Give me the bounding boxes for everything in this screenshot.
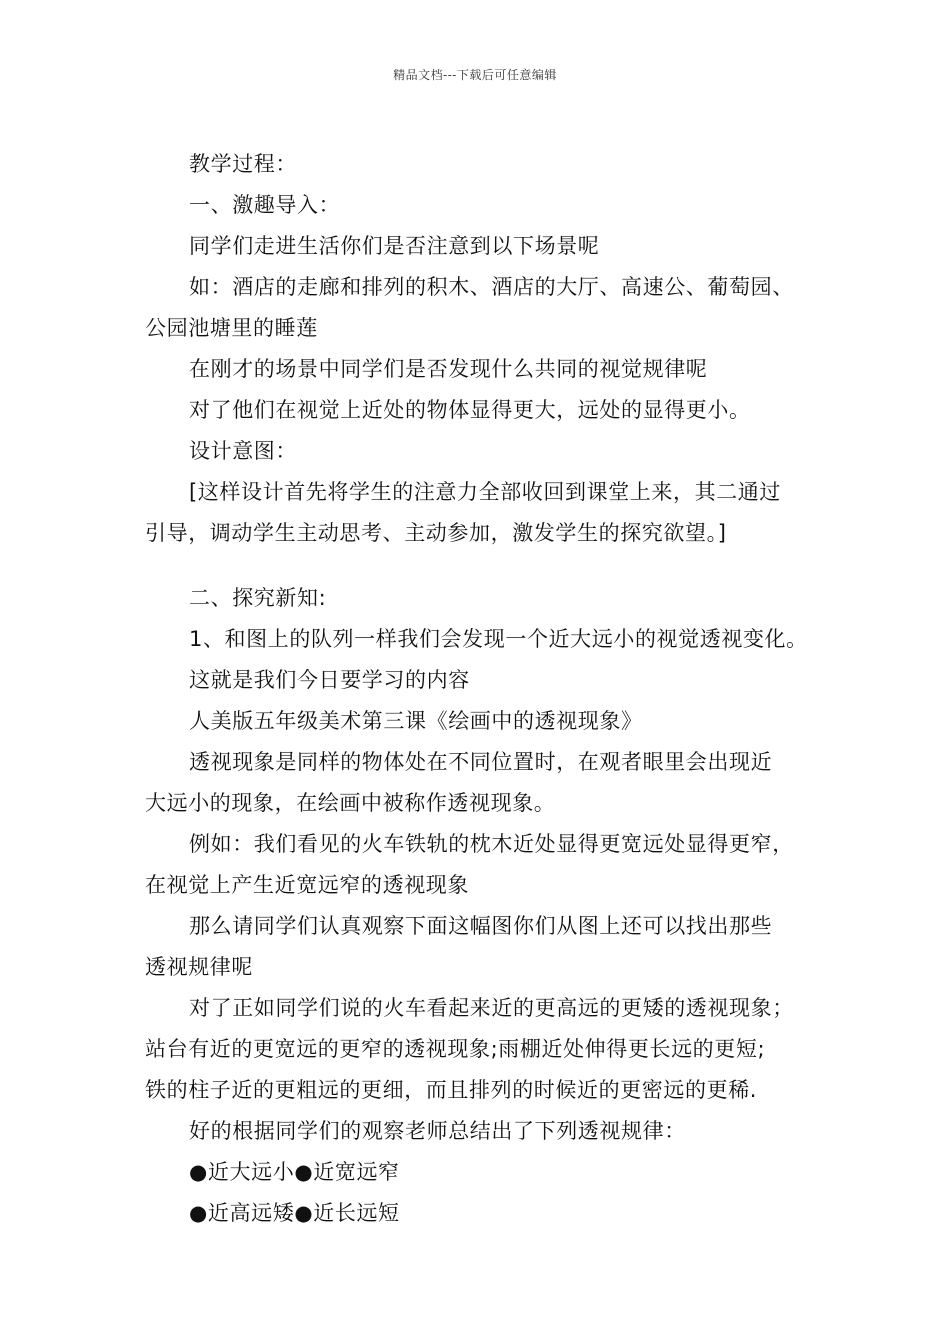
bullet-rules-line: ●近高远矮●近长远短 (189, 1201, 400, 1225)
document-body (145, 144, 825, 1234)
paragraph-line: 对了他们在视觉上近处的物体显得更大，远处的显得更小。 (189, 398, 751, 422)
paragraph-line: 透视规律呢 (145, 955, 253, 979)
paragraph-line: 铁的柱子近的更粗远的更细，而且排列的时候近的更密远的更稀. (145, 1078, 758, 1102)
section-heading-intro: 一、激趣导入： (189, 193, 341, 217)
paragraph-line: 大远小的现象，在绘画中被称作透视现象。 (145, 791, 556, 815)
paragraph-line: 如：酒店的走廊和排列的积木、酒店的大厅、高速公、葡萄园、 (189, 275, 794, 299)
paragraph-line: 好的根据同学们的观察老师总结出了下列透视规律： (189, 1119, 686, 1143)
paragraph-line: 1、和图上的队列一样我们会发现一个近大远小的视觉透视变化。 (189, 627, 808, 651)
page-header: 精品文档---下载后可任意编辑 (393, 68, 557, 82)
section-gap (145, 554, 825, 578)
paragraph-line: 对了正如同学们说的火车看起来近的更高远的更矮的透视现象； (189, 996, 794, 1020)
paragraph-line: 引导，调动学生主动思考、主动参加，激发学生的探究欲望。] (145, 521, 727, 545)
section-heading-explore: 二、探究新知: (189, 586, 327, 610)
paragraph-line: 公园池塘里的睡莲 (145, 316, 318, 340)
paragraph-line: 在视觉上产生近宽远窄的透视现象 (145, 873, 469, 897)
paragraph-line: 站台有近的更宽远的更窄的透视现象;雨棚近处伸得更长远的更短; (145, 1037, 766, 1061)
paragraph-line: 同学们走进生活你们是否注意到以下场景呢 (189, 234, 600, 258)
paragraph-line: 例如：我们看见的火车铁轨的枕木近处显得更宽远处显得更窄， (189, 832, 794, 856)
heading-teaching-process: 教学过程： (189, 152, 297, 176)
lesson-title-line: 人美版五年级美术第三课《绘画中的透视现象》 (189, 709, 643, 733)
paragraph-line: 透视现象是同样的物体处在不同位置时，在观者眼里会出现近 (189, 750, 773, 774)
paragraph-line: 那么请同学们认真观察下面这幅图你们从图上还可以找出那些 (189, 914, 773, 938)
heading-design-intent: 设计意图： (189, 439, 297, 463)
paragraph-line: 这就是我们今日要学习的内容 (189, 668, 470, 692)
bullet-rules-line: ●近大远小●近宽远窄 (189, 1160, 400, 1184)
paragraph-line: [这样设计首先将学生的注意力全部收回到课堂上来，其二通过 (189, 480, 781, 504)
paragraph-line: 在刚才的场景中同学们是否发现什么共同的视觉规律呢 (189, 357, 708, 381)
